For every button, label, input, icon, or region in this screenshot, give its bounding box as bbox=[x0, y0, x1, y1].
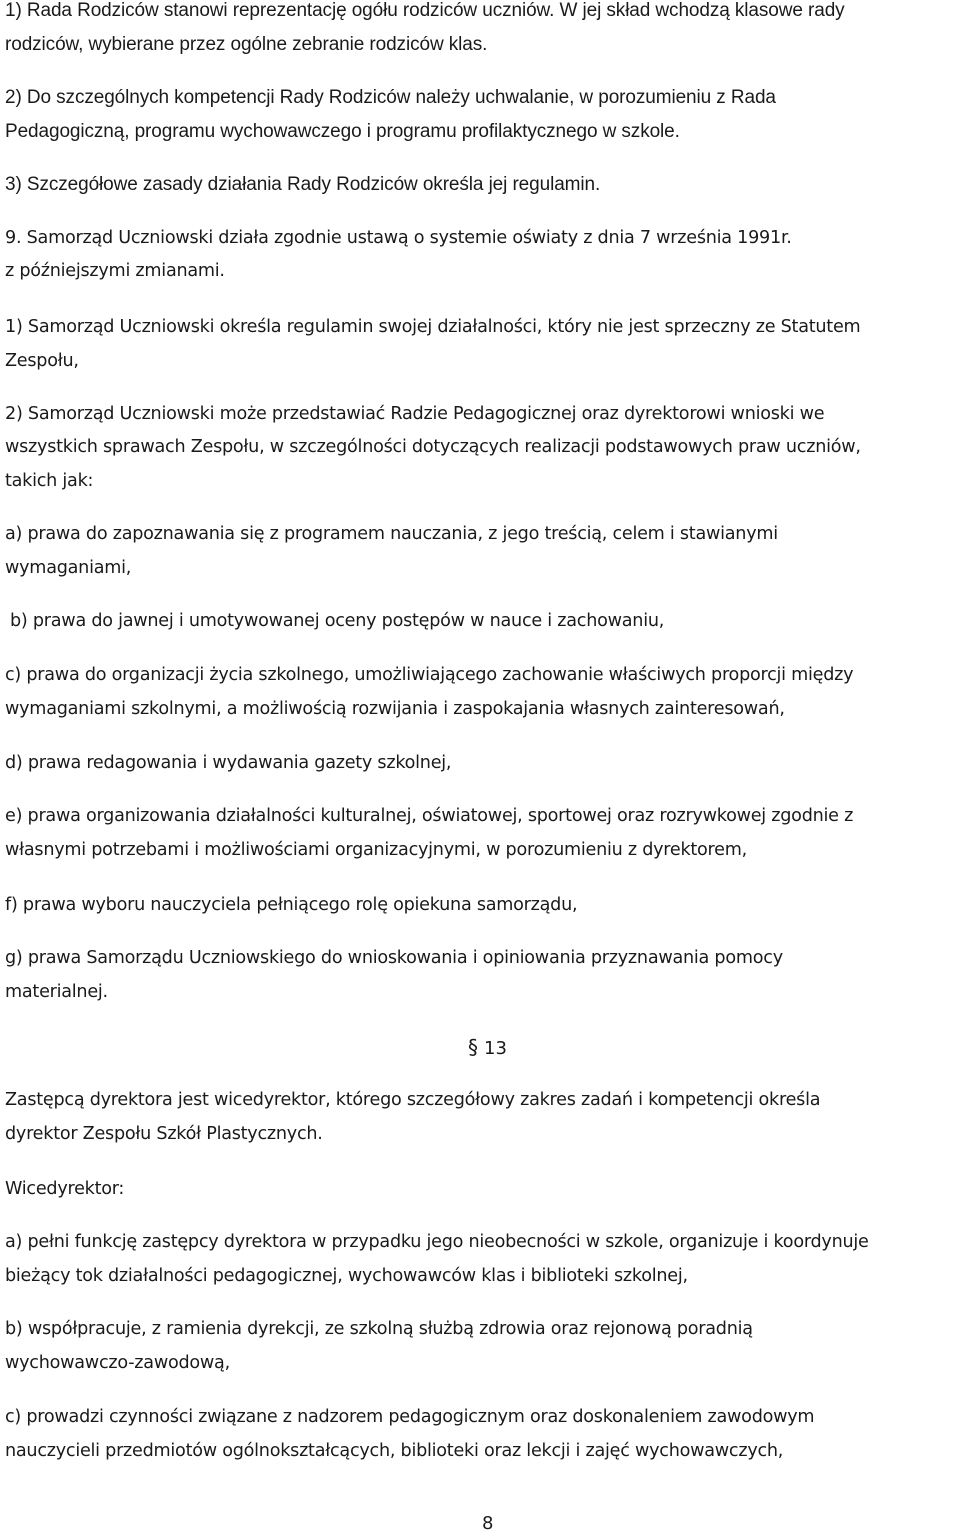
text-line: Wicedyrektor: bbox=[5, 1179, 125, 1199]
text-line: e) prawa organizowania działalności kulturalnej, oświatowej, sportowej oraz rozrywkowej zgodnie z bbox=[5, 806, 854, 826]
text-line: takich jak: bbox=[5, 471, 94, 491]
text-line: c) prowadzi czynności związane z nadzorem pedagogicznym oraz doskonaleniem zawodowym bbox=[5, 1407, 815, 1427]
section-number: 13 bbox=[484, 1038, 507, 1059]
text-line: 1) Samorząd Uczniowski określa regulamin swojej działalności, który nie jest sprzeczny ze Statutem bbox=[5, 317, 861, 337]
text-line: z późniejszymi zmianami. bbox=[5, 261, 225, 281]
text-line: 1) Rada Rodziców stanowi reprezentację ogółu rodziców uczniów. W jej skład wchodzą klasowe rady bbox=[5, 0, 845, 21]
text-line: dyrektor Zespołu Szkół Plastycznych. bbox=[5, 1124, 323, 1144]
text-line: Zespołu, bbox=[5, 351, 79, 371]
text-line: d) prawa redagowania i wydawania gazety szkolnej, bbox=[5, 753, 452, 773]
text-line: Zastępcą dyrektora jest wicedyrektor, którego szczegółowy zakres zadań i kompetencji określa bbox=[5, 1090, 821, 1110]
text-line: a) prawa do zapoznawania się z programem nauczania, z jego treścią, celem i stawianymi bbox=[5, 524, 778, 544]
text-line: 2) Samorząd Uczniowski może przedstawiać Radzie Pedagogicznej oraz dyrektorowi wnioski we bbox=[5, 404, 825, 424]
section-heading bbox=[468, 1035, 507, 1061]
text-line: nauczycieli przedmiotów ogólnokształcących, biblioteki oraz lekcji i zajęć wychowawczych, bbox=[5, 1441, 784, 1461]
text-line: c) prawa do organizacji życia szkolnego, umożliwiającego zachowanie właściwych proporcji między bbox=[5, 665, 854, 685]
text-line: a) pełni funkcję zastępcy dyrektora w przypadku jego nieobecności w szkole, organizuje i koordynuje bbox=[5, 1232, 869, 1252]
text-line: 3) Szczegółowe zasady działania Rady Rodziców określa jej regulamin. bbox=[5, 174, 601, 195]
text-line: wymaganiami szkolnymi, a możliwością rozwijania i zaspokajania własnych zainteresowań, bbox=[5, 699, 785, 719]
text-line: bieżący tok działalności pedagogicznej, wychowawców klas i biblioteki szkolnej, bbox=[5, 1266, 688, 1286]
text-line: rodziców, wybierane przez ogólne zebranie rodziców klas. bbox=[5, 34, 488, 55]
text-line: wymaganiami, bbox=[5, 558, 132, 578]
text-line: f) prawa wyboru nauczyciela pełniącego rolę opiekuna samorządu, bbox=[5, 895, 578, 915]
section-symbol: § bbox=[468, 1035, 478, 1059]
text-line: materialnej. bbox=[5, 982, 108, 1002]
text-line: wszystkich sprawach Zespołu, w szczególności dotyczących realizacji podstawowych praw uczniów, bbox=[5, 437, 861, 457]
text-line: Pedagogiczną, programu wychowawczego i programu profilaktycznego w szkole. bbox=[5, 121, 680, 142]
text-line: b) prawa do jawnej i umotywowanej oceny postępów w nauce i zachowaniu, bbox=[10, 611, 665, 631]
text-line: 2) Do szczególnych kompetencji Rady Rodziców należy uchwalanie, w porozumieniu z Rada bbox=[5, 87, 776, 108]
text-line: b) współpracuje, z ramienia dyrekcji, ze szkolną służbą zdrowia oraz rejonową poradnią bbox=[5, 1319, 753, 1339]
text-line: własnymi potrzebami i możliwościami organizacyjnymi, w porozumieniu z dyrektorem, bbox=[5, 840, 747, 860]
page-number: 8 bbox=[482, 1513, 494, 1534]
text-line: 9. Samorząd Uczniowski działa zgodnie ustawą o systemie oświaty z dnia 7 września 1991r. bbox=[5, 228, 792, 248]
text-line: wychowawczo-zawodową, bbox=[5, 1353, 230, 1373]
text-line: g) prawa Samorządu Uczniowskiego do wnioskowania i opiniowania przyznawania pomocy bbox=[5, 948, 783, 968]
